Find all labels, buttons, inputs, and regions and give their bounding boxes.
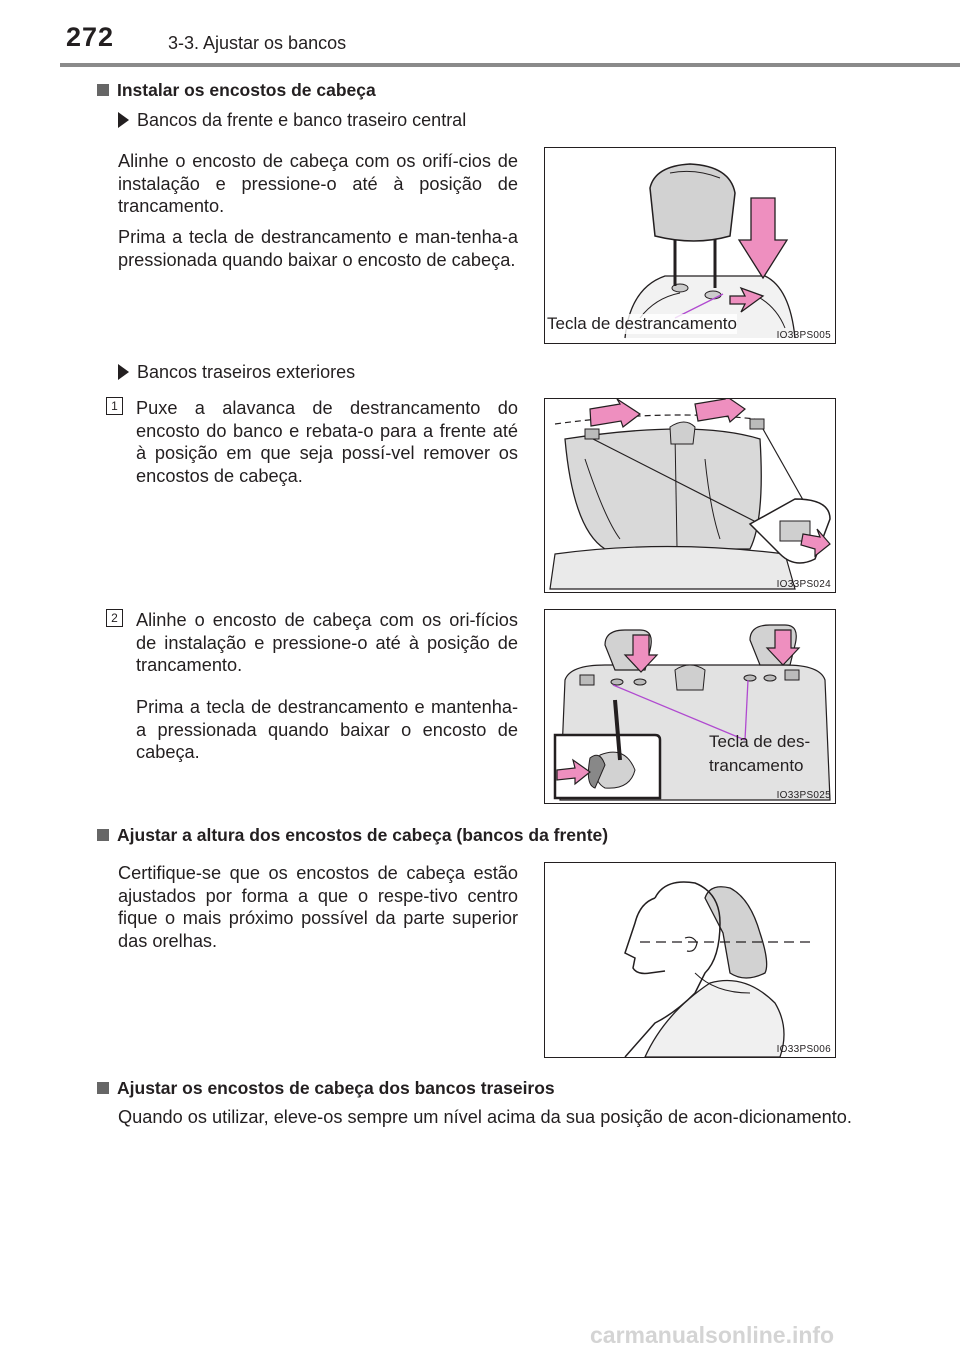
height-paragraph: Certifique-se que os encostos de cabeça estão ajustados por forma a que o respe-tivo centro fique o mais próximo possível da parte superior das orelhas.: [118, 863, 518, 951]
front-center-paragraph-1: Alinhe o encosto de cabeça com os orifí-cios de instalação e pressione-o até à posição de trancamento.: [118, 151, 518, 216]
rear-seat-fold-illustration: [545, 399, 835, 592]
step-1-text: Puxe a alavanca de destrancamento do encosto do banco e rebata-o para a frente até à posição em que seja possí-vel remover os encostos de cabeça.: [136, 398, 518, 486]
subsection-front-center-title: Bancos da frente e banco traseiro central: [137, 110, 467, 130]
bullet-square-icon: [97, 829, 109, 841]
unlock-button-label-line-2: trancamento: [709, 756, 804, 775]
triangle-bullet-icon: [118, 112, 129, 128]
header-divider: [60, 63, 960, 67]
unlock-button-label: Tecla de destrancamento: [547, 314, 737, 333]
figure-headrest-height: [544, 862, 836, 1058]
subsection-front-center: [118, 110, 466, 131]
headrest-height-illustration: [545, 863, 835, 1057]
section-install-heading: [97, 80, 376, 101]
unlock-button-label: [709, 730, 810, 778]
section-height-title: Ajustar a altura dos encostos de cabeça (bancos da frente): [117, 825, 609, 845]
subsection-rear-outer-title: Bancos traseiros exteriores: [137, 362, 356, 382]
bullet-square-icon: [97, 1082, 109, 1094]
figure-rear-headrest-install: [544, 609, 836, 804]
subsection-rear-outer: [118, 362, 355, 383]
figure-code: IO33PS024: [776, 579, 831, 590]
front-center-paragraph-2: Prima a tecla de destrancamento e man-tenha-a pressionada quando baixar o encosto de cabeça.: [118, 227, 518, 270]
rear-adjust-paragraph: Quando os utilizar, eleve-os sempre um nível acima da sua posição de acon-dicionamento.: [118, 1107, 852, 1127]
step-number-1: 1: [106, 397, 123, 415]
figure-code: IO33PS005: [776, 330, 831, 341]
unlock-button-label-line-1: Tecla de des-: [709, 732, 811, 751]
section-rear-adjust-heading: [97, 1078, 555, 1099]
section-install-title: Instalar os encostos de cabeça: [117, 80, 376, 100]
page-number: 272: [66, 22, 115, 52]
watermark: carmanualsonline.info: [590, 1322, 835, 1348]
chapter-title: 3-3. Ajustar os bancos: [168, 33, 347, 53]
section-height-heading: [97, 825, 608, 846]
triangle-bullet-icon: [118, 364, 129, 380]
bullet-square-icon: [97, 84, 109, 96]
figure-code: IO33PS025: [776, 790, 831, 801]
figure-headrest-install: [544, 147, 836, 344]
step-2-paragraph-1: Alinhe o encosto de cabeça com os ori-fícios de instalação e pressione-o até à posição de trancamento.: [136, 610, 518, 675]
section-rear-adjust-title: Ajustar os encostos de cabeça dos bancos traseiros: [117, 1078, 555, 1098]
figure-code: IO33PS006: [776, 1044, 831, 1055]
step-2-paragraph-2: Prima a tecla de destrancamento e mantenha-a pressionada quando baixar o encosto de cabeça.: [136, 697, 518, 762]
figure-rear-seat-fold: [544, 398, 836, 593]
step-number-2: 2: [106, 609, 123, 627]
